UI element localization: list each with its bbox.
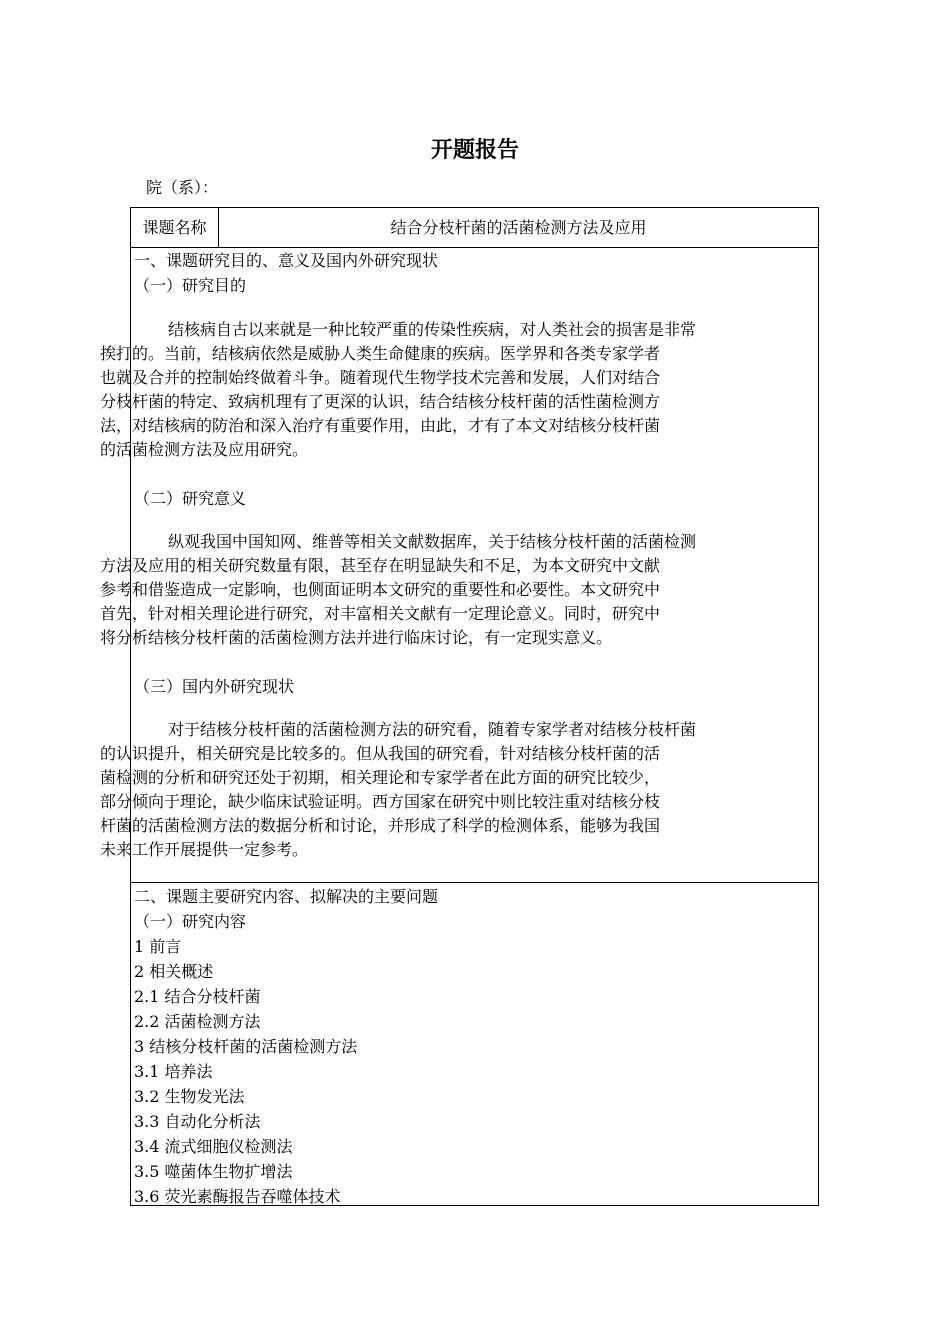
paragraph-line: 将分析结核分枝杆菌的活菌检测方法并进行临床讨论，有一定现实意义。 bbox=[100, 628, 613, 647]
outline-item: 3.5 噬菌体生物扩增法 bbox=[134, 1162, 293, 1181]
outline-item: 2 相关概述 bbox=[134, 962, 214, 981]
section-research-content bbox=[131, 884, 818, 1205]
paragraph-line: 的活菌检测方法及应用研究。 bbox=[100, 440, 309, 459]
paragraph-line: 方法及应用的相关研究数量有限，甚至存在明显缺失和不足，为本文研究中文献 bbox=[100, 556, 661, 575]
department-label: 院（系）： bbox=[146, 178, 219, 197]
topic-value: 结合分枝杆菌的活菌检测方法及应用 bbox=[390, 218, 647, 237]
purpose-heading: （一）研究目的 bbox=[134, 276, 247, 295]
outline-item: 3.2 生物发光法 bbox=[134, 1087, 245, 1106]
outline-item: 1 前言 bbox=[134, 937, 182, 956]
paragraph-line: 结核病自古以来就是一种比较严重的传染性疾病，对人类社会的损害是非常 bbox=[168, 320, 697, 339]
outline-item: 3.4 流式细胞仪检测法 bbox=[134, 1137, 293, 1156]
section2-heading: 二、课题主要研究内容、拟解决的主要问题 bbox=[134, 887, 439, 906]
paragraph-line: 也就及合并的控制始终做着斗争。随着现代生物学技术完善和发展，人们对结合 bbox=[100, 368, 661, 387]
significance-heading: （二）研究意义 bbox=[134, 489, 247, 508]
paragraph-line: 的认识提升，相关研究是比较多的。但从我国的研究看，针对结核分枝杆菌的活 bbox=[100, 744, 661, 763]
content-heading: （一）研究内容 bbox=[134, 912, 247, 931]
outline-item: 3.6 荧光素酶报告吞噬体技术 bbox=[134, 1187, 341, 1206]
section1-heading: 一、课题研究目的、意义及国内外研究现状 bbox=[134, 251, 439, 270]
proposal-form-table bbox=[100, 207, 819, 1206]
purpose-paragraph bbox=[100, 318, 815, 462]
status-heading: （三）国内外研究现状 bbox=[134, 677, 295, 696]
paragraph-line: 杆菌的活菌检测方法的数据分析和讨论，并形成了科学的检测体系，能够为我国 bbox=[100, 816, 661, 835]
paragraph-line: 挨打的。当前，结核病依然是威胁人类生命健康的疾病。医学界和各类专家学者 bbox=[100, 344, 661, 363]
outline-item: 2.1 结合分枝杆菌 bbox=[134, 987, 261, 1006]
paragraph-line: 部分倾向于理论，缺少临床试验证明。西方国家在研究中则比较注重对结核分枝 bbox=[100, 792, 661, 811]
significance-paragraph bbox=[100, 530, 815, 650]
section-research-purpose bbox=[100, 248, 818, 883]
topic-label: 课题名称 bbox=[131, 208, 219, 247]
paragraph-line: 纵观我国中国知网、维普等相关文献数据库，关于结核分枝杆菌的活菌检测 bbox=[168, 532, 697, 551]
paragraph-line: 分枝杆菌的特定、致病机理有了更深的认识，结合结核分枝杆菌的活性菌检测方 bbox=[100, 392, 661, 411]
topic-row bbox=[131, 208, 818, 248]
paragraph-line: 未来工作开展提供一定参考。 bbox=[100, 840, 309, 859]
status-paragraph bbox=[100, 718, 815, 862]
paragraph-line: 菌检测的分析和研究还处于初期，相关理论和专家学者在此方面的研究比较少， bbox=[100, 768, 661, 787]
paragraph-line: 对于结核分枝杆菌的活菌检测方法的研究看，随着专家学者对结核分枝杆菌 bbox=[168, 720, 697, 739]
outline-item: 3.1 培养法 bbox=[134, 1062, 213, 1081]
paragraph-line: 首先，针对相关理论进行研究，对丰富相关文献有一定理论意义。同时，研究中 bbox=[100, 604, 661, 623]
document-title: 开题报告 bbox=[430, 138, 519, 163]
outline-item: 3.3 自动化分析法 bbox=[134, 1112, 261, 1131]
outline-item: 2.2 活菌检测方法 bbox=[134, 1012, 261, 1031]
paragraph-line: 参考和借鉴造成一定影响，也侧面证明本文研究的重要性和必要性。本文研究中 bbox=[100, 580, 661, 599]
outline-item: 3 结核分枝杆菌的活菌检测方法 bbox=[134, 1037, 358, 1056]
paragraph-line: 法，对结核病的防治和深入治疗有重要作用，由此，才有了本文对结核分枝杆菌 bbox=[100, 416, 661, 435]
